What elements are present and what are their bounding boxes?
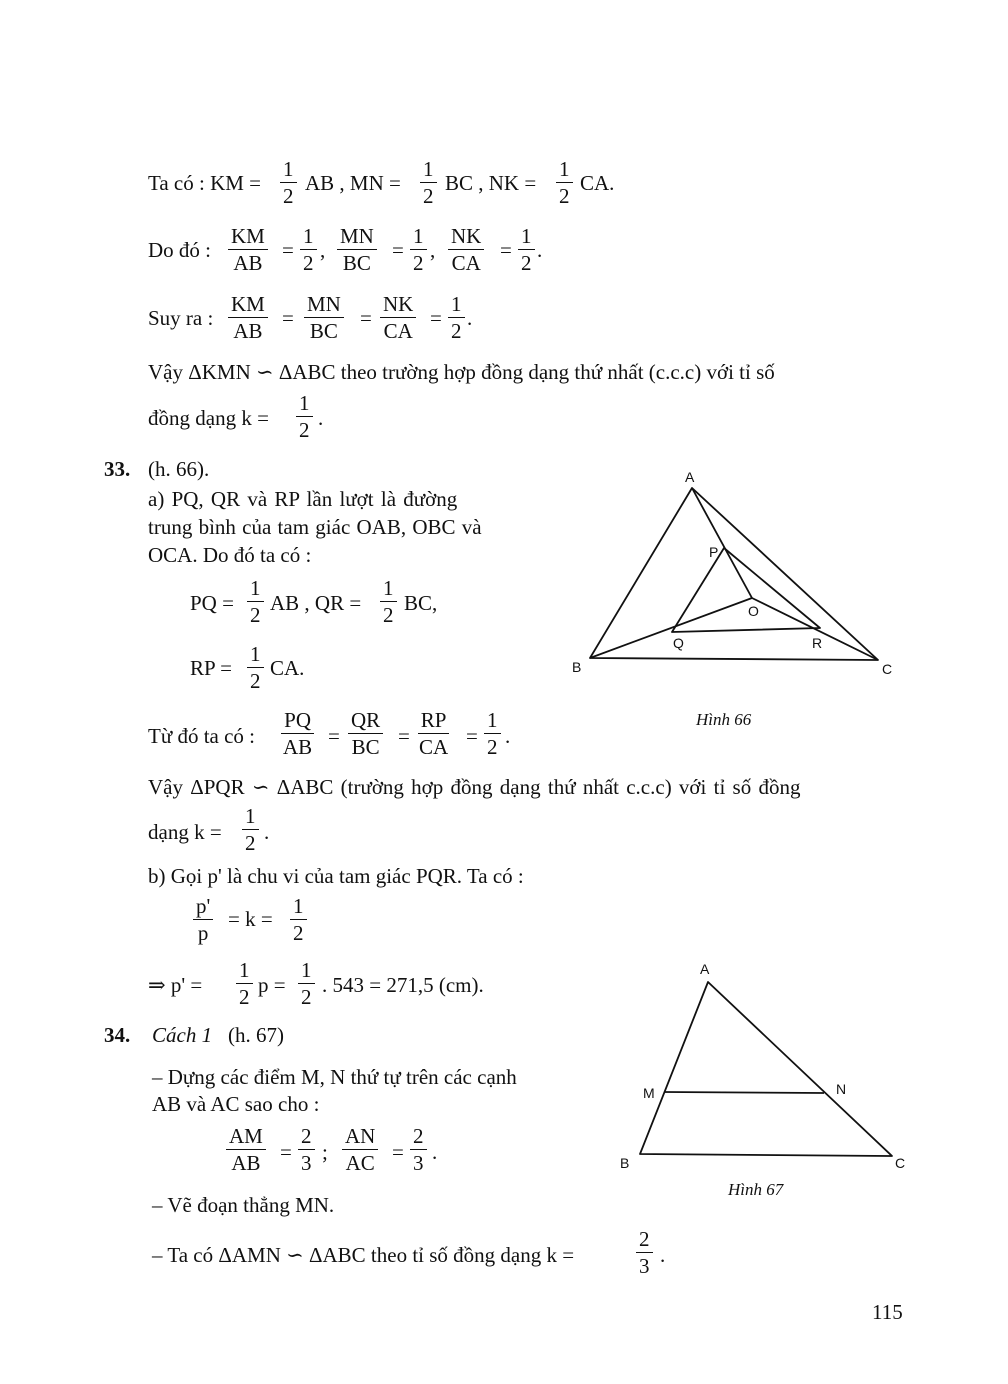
fig67-label-a: A [700, 961, 710, 977]
p32-line1-d: CA. [580, 171, 615, 195]
equals: = [466, 724, 478, 748]
equals: = [392, 238, 404, 262]
period: . [318, 406, 324, 430]
p33-ca: CA. [270, 656, 305, 680]
p33-tu-do: Từ đó ta có : [148, 724, 256, 748]
fraction-two-thirds: 2 3 [298, 1126, 315, 1174]
p33-implies: ⇒ p' = [148, 973, 203, 997]
equals: = [328, 724, 340, 748]
p34-line3: – Vẽ đoạn thẳng MN. [152, 1193, 335, 1217]
fraction-mn-bc: MN BC [337, 226, 377, 274]
fraction-mn-bc: MN BC [304, 294, 344, 342]
fraction-half: 1 2 [484, 710, 501, 758]
fraction-half: 1 2 [280, 159, 297, 207]
comma: , [320, 238, 326, 262]
equals: = [398, 724, 410, 748]
p33-pq-label: PQ = [190, 591, 234, 615]
fraction-half: 1 2 [242, 806, 259, 854]
fig66-label-b: B [572, 659, 582, 675]
period: . [537, 238, 543, 262]
fraction-half: 1 2 [290, 896, 307, 944]
fig67-label-n: N [836, 1081, 847, 1097]
fraction-half: 1 2 [410, 226, 427, 274]
fig66-label-c: C [882, 661, 893, 677]
period: . [660, 1243, 666, 1267]
p33-ab-qr: AB , QR = [270, 591, 362, 615]
p33-number: 33. [104, 457, 131, 481]
fig66-label-p: P [709, 544, 719, 560]
fig66-label-r: R [812, 635, 823, 651]
comma: , [430, 238, 436, 262]
fraction-half: 1 2 [556, 159, 573, 207]
fraction-am-ab: AM AB [226, 1126, 266, 1174]
p33-p-eq: p = [258, 973, 286, 997]
equals: = [282, 238, 294, 262]
fig66-caption: Hình 66 [696, 710, 752, 729]
p33-rp-label: RP = [190, 656, 232, 680]
equals: = [280, 1140, 292, 1164]
fraction-half: 1 2 [380, 578, 397, 626]
p32-line1-a: Ta có : KM = [148, 171, 262, 195]
p32-conclusion: Vậy ΔKMN ∽ ΔABC theo trường hợp đồng dạng thứ nhất (c.c.c) với tỉ số [148, 360, 775, 384]
p34-line1: – Dựng các điểm M, N thứ tự trên các cạnh [152, 1065, 517, 1089]
p34-number: 34. [104, 1023, 131, 1047]
triangle-abc [640, 982, 892, 1156]
fraction-qr-bc: QR BC [348, 710, 383, 758]
period: . [467, 306, 473, 330]
p33-ratio-label: dạng k = [148, 820, 222, 844]
period: . [264, 820, 270, 844]
p33-a-line1: a) PQ, QR và RP lần lượt là đường [148, 487, 458, 511]
fraction-half: 1 2 [247, 644, 264, 692]
p32-line1-c: BC , NK = [445, 171, 537, 195]
fraction-an-ac: AN AC [342, 1126, 378, 1174]
p33-ref: (h. 66). [148, 457, 210, 481]
equals: = [282, 306, 294, 330]
p33-b-line1: b) Gọi p' là chu vi của tam giác PQR. Ta có : [148, 864, 524, 888]
fig66-label-q: Q [673, 635, 684, 651]
fig67-label-c: C [895, 1155, 906, 1171]
page-number: 115 [872, 1300, 903, 1324]
fraction-two-thirds: 2 3 [636, 1229, 653, 1277]
fraction-km-ab: KM AB [228, 294, 268, 342]
fig66-label-a: A [685, 469, 695, 485]
p32-line3-a: Suy ra : [148, 306, 214, 330]
fraction-half: 1 2 [236, 960, 253, 1008]
p33-calculation: . 543 = 271,5 (cm). [322, 973, 484, 997]
p33-conclusion: Vậy ΔPQR ∽ ΔABC (trường hợp đồng dạng thứ nhất c.c.c) với tỉ số đồng [148, 775, 801, 799]
p32-line2-a: Do đó : [148, 238, 211, 262]
fraction-pq-ab: PQ AB [283, 708, 313, 759]
fraction-half: 1 2 [247, 578, 264, 626]
p34-line4: – Ta có ΔAMN ∽ ΔABC theo tỉ số đồng dạng k = [152, 1243, 575, 1267]
p32-line1-b: AB , MN = [305, 171, 401, 195]
fraction-nk-ca: NK CA [380, 294, 416, 342]
semicolon: ; [322, 1140, 328, 1164]
fraction-two-thirds: 2 3 [410, 1126, 427, 1174]
p33-eq-k: = k = [228, 907, 273, 931]
p32-ratio-label: đồng dạng k = [148, 406, 269, 430]
fig67-label-b: B [620, 1155, 630, 1171]
p33-a-line3: OCA. Do đó ta có : [148, 543, 312, 567]
fraction-pprime-p: p' p [193, 896, 213, 944]
fraction-half: 1 2 [518, 226, 535, 274]
fig67-label-m: M [643, 1085, 655, 1101]
equals: = [430, 306, 442, 330]
equals: = [360, 306, 372, 330]
p33-bc: BC, [404, 591, 438, 615]
fraction-half: 1 2 [296, 393, 313, 441]
fraction-half: 1 2 [448, 294, 465, 342]
fraction-km-ab: KM AB [228, 226, 268, 274]
segment-mn [664, 1092, 824, 1093]
equals: = [500, 238, 512, 262]
fig66-label-o: O [748, 603, 759, 619]
equals: = [392, 1140, 404, 1164]
fraction-rp-ca: RP CA [419, 708, 449, 759]
fraction-half: 1 2 [300, 226, 317, 274]
period: . [432, 1140, 438, 1164]
p34-line2: AB và AC sao cho : [152, 1092, 320, 1116]
p33-a-line2: trung bình của tam giác OAB, OBC và [148, 515, 482, 539]
p34-method: Cách 1 [152, 1023, 213, 1047]
fig67-caption: Hình 67 [728, 1180, 784, 1199]
fraction-half: 1 2 [298, 960, 315, 1008]
fraction-nk-ca: NK CA [448, 226, 484, 274]
period: . [505, 724, 511, 748]
fraction-half: 1 2 [420, 159, 437, 207]
p34-ref: (h. 67) [228, 1023, 284, 1047]
